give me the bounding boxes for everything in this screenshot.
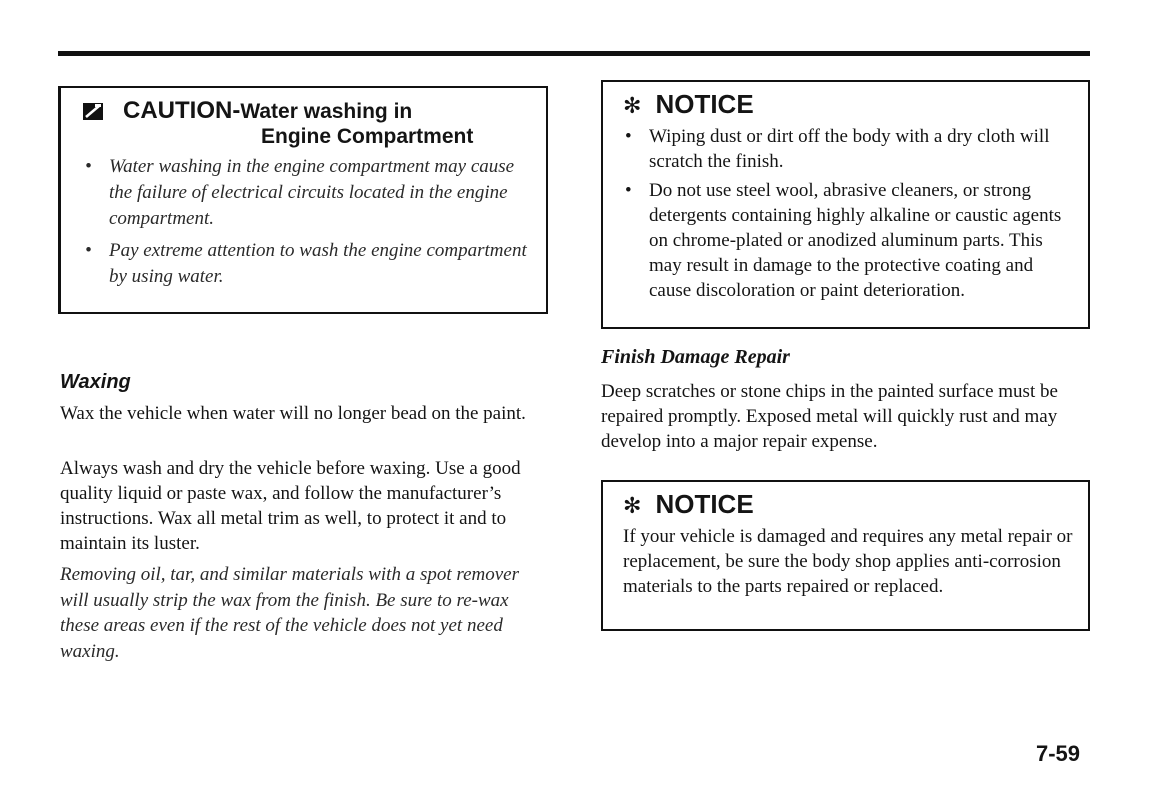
- bullet-marker: •: [625, 180, 632, 201]
- page-number: 7-59: [1036, 741, 1081, 766]
- bullet-marker: •: [85, 240, 92, 261]
- finish-damage-heading: Finish Damage Repair: [601, 346, 790, 368]
- top-rule: [58, 51, 1090, 56]
- list-item: [75, 238, 535, 290]
- notice-box-care: [601, 80, 1090, 329]
- notice-title: [623, 488, 754, 523]
- bullet-text: Water washing in the engine compartment may cause the failure of electrical circuits located in the engine compartment.: [109, 156, 515, 229]
- notice-text: If your vehicle is damaged and requires any metal repair or replacement, be sure the body shop applies anti-corrosion materials to the parts repaired or replaced.: [623, 526, 1073, 597]
- notice-bullet-list: [615, 124, 1075, 303]
- caution-label: CAUTION-: [123, 97, 241, 124]
- list-item: [615, 178, 1075, 303]
- notice-title: [623, 88, 754, 123]
- asterisk-icon: ✻: [623, 94, 642, 119]
- asterisk-icon: ✻: [623, 494, 642, 519]
- waxing-paragraph: Always wash and dry the vehicle before waxing. Use a good quality liquid or paste wax, and follow the manufacturer’s instructions. Wax all metal trim as well, to protect it and to maintain its luster.: [60, 458, 521, 554]
- caution-box: [58, 86, 548, 314]
- bullet-text: Wiping dust or dirt off the body with a dry cloth will scratch the finish.: [649, 126, 1050, 172]
- caution-topic-line1: Water washing in: [240, 100, 413, 123]
- caution-topic-line2: Engine Compartment: [261, 125, 474, 148]
- finish-damage-paragraph: Deep scratches or stone chips in the painted surface must be repaired promptly. Exposed metal will quickly rust and may develop into a major repair expense.: [601, 381, 1058, 452]
- wrench-caution-icon: [83, 103, 103, 120]
- list-item: [75, 154, 535, 232]
- notice-label: NOTICE: [655, 89, 754, 119]
- waxing-heading: Waxing: [60, 371, 131, 393]
- waxing-paragraph: Wax the vehicle when water will no longer bead on the paint.: [60, 403, 526, 424]
- caution-bullet-list: [75, 154, 535, 290]
- bullet-marker: •: [85, 156, 92, 177]
- notice-box-repair: [601, 480, 1090, 631]
- waxing-note: Removing oil, tar, and similar materials with a spot remover will usually strip the wax from the finish. Be sure to re-wax these areas even if the rest of the vehicle does not yet need waxing.: [60, 564, 519, 662]
- bullet-text: Pay extreme attention to wash the engine compartment by using water.: [109, 240, 527, 287]
- bullet-text: Do not use steel wool, abrasive cleaners, or strong detergents containing highly alkaline or caustic agents on chrome-plated or anodized aluminum parts. This may result in damage to the protective coating and cause discoloration or paint deterioration.: [649, 180, 1062, 301]
- notice-label: NOTICE: [655, 489, 754, 519]
- bullet-marker: •: [625, 126, 632, 147]
- list-item: [615, 124, 1075, 174]
